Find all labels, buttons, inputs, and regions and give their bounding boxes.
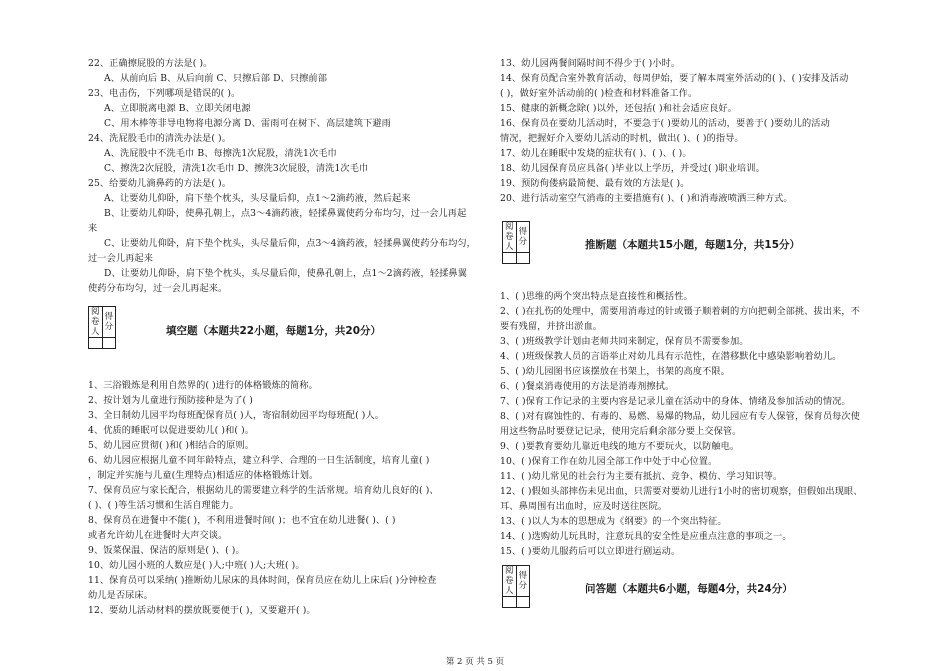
fill-7-cont: ( )、( )等生活习惯和生活自理能力。 [88,500,239,511]
question-25: 25、给要幼儿滴鼻药的方法是( )。 [88,178,232,189]
fill-3: 3、全日制幼儿园平均每班配保育员( )人，寄宿制幼园平均每班配( )人。 [88,410,385,421]
question-24-options-cd: C、擦洗2次屁股，清洗1次毛巾 D、擦洗3次屁股，清洗1次毛巾 [104,163,369,174]
judge-6: 6、( )餐桌消毒使用的方法是消毒剂擦拭。 [500,381,675,392]
question-23-options-cd: C、用木棒等非导电物将电源分离 D、雷雨可在树下、高层建筑下避雨 [104,118,391,129]
judge-14: 14、( )选购幼儿玩具时，注意玩具的安全性是应重点注意的事项之一。 [500,531,792,542]
judge-1: 1、( )思维的两个突出特点是直接性和概括性。 [500,291,693,302]
question-22: 22、正确擦屁股的方法是( )。 [88,58,213,69]
fill-14: 14、保育员配合室外教育活动，每周伊始，要了解本周室外活动的( )、( )安排及活动 [500,73,849,84]
question-24-options-ab: A、洗屁股中不洗毛巾 B、每擦洗1次屁股，清洗1次毛巾 [104,148,337,159]
fill-11-cont: 幼儿是否尿床。 [88,590,154,601]
fill-15: 15、健康的新概念除( )以外，还包括( )和社会适应良好。 [500,103,737,114]
page-footer: 第 2 页 共 5 页 [445,657,505,667]
fill-8: 8、保育员在进餐中不能( )，不利用进餐时间( )；也不宜在幼儿进餐( )、( ) [88,515,396,526]
question-23: 23、电击伤，下列哪项是错误的( )。 [88,88,241,99]
fill-1: 1、三浴锻炼是利用自然界的( )进行的体格锻炼的简称。 [88,380,318,391]
judge-2: 2、( )在扎伤的处理中，需要用消毒过的针或镊子顺着刺的方向把刺全部挑、拔出来，不 [500,306,860,317]
question-22-options: A、从前向后 B、从后向前 C、只擦后部 D、只擦前部 [104,73,327,84]
fill-2: 2、按计划为儿童进行预防接种是为了( ) [88,395,253,406]
question-25-option-a: A、让要幼儿仰卧，肩下垫个枕头，头尽量后仰，点1～2滴药液，然后起来 [104,193,411,204]
score-label: 得分 [516,566,530,597]
score-box-judge [502,221,530,264]
judge-4: 4、( )班级保教人员的言语举止对幼儿具有示范性，在潜移默化中感染影响着幼儿。 [500,351,842,362]
reviewer-cell [503,597,517,608]
score-cell [516,597,530,608]
judge-12-cont: 耳、鼻周围有出血时，应及时送往医院。 [500,501,668,512]
question-25-option-d-cont: 使药分布均匀，过一会儿再起来。 [88,283,228,294]
fill-10: 10、幼儿园小班的人数应是( )人;中班( )人;大班( )。 [88,560,305,571]
question-23-options-ab: A、立即脱离电源 B、立即关闭电源 [104,103,251,114]
question-25-option-c: C、让要幼儿仰卧，肩下垫个枕头，头尽量后仰，点3～4滴药液，轻揉鼻翼使药分布均匀， [104,238,476,249]
score-label: 得分 [516,222,530,253]
fill-11: 11、保育员可以采纳( )推断幼儿尿床的具体时间，保育员应在幼儿上床后( )分钟检查 [88,575,437,586]
fill-14-cont: ( )，做好室外活动前的( )检查和材料准备工作。 [500,88,698,99]
question-24: 24、洗屁股毛巾的清洗办法是( )。 [88,133,232,144]
fill-4: 4、优质的睡眠可以促进要幼儿( )和( )。 [88,425,255,436]
fill-16: 16、保育员在要幼儿活动时，不要急于( )要幼儿的活动，要善于( )要幼儿的活动 [500,118,830,129]
reviewer-label: 阅卷人 [503,222,517,253]
fill-13: 13、幼儿园两餐间隔时间不得少于( )小时。 [500,58,681,69]
judge-12: 12、( )假如头部摔伤未见出血，只需要对要幼儿进行1小时的密切观察，但假如出现眼、 [500,486,863,497]
judge-13: 13、( )以人为本的思想成为《纲要》的一个突出特征。 [500,516,727,527]
fill-7: 7、保育员应与家长配合，根据幼儿的需要建立科学的生活常规。培育幼儿良好的( )、 [88,485,439,496]
fill-8-cont: 或者允许幼儿在进餐时大声交谈。 [88,530,228,541]
fill-17: 17、幼儿在睡眠中发烧的症状有( )、( )、( )。 [500,148,692,159]
section-title-judge: 推断题（本题共15小题，每题1分，共15分） [585,239,801,251]
reviewer-label: 阅卷人 [503,566,517,597]
judge-8: 8、( )对有腐蚀性的、有毒的、易燃、易爆的物品，幼儿园应有专人保管，保育员每次使 [500,411,860,422]
score-label: 得分 [102,307,116,338]
judge-8-cont: 用这些物品时要登记记录，使用完后剩余部分要上交保管。 [500,426,742,437]
judge-2-cont: 要有残留，并挤出淤血。 [500,321,603,332]
score-box-fill [88,306,116,349]
fill-16-cont: 情况，把握好介入要幼儿活动的时机，做出( )、( )的指导。 [500,133,744,144]
fill-6: 6、幼儿园应根据儿童不同年龄特点，建立科学、合理的一日生活制度，培育儿童( ) [88,455,430,466]
judge-3: 3、( )班级教学计划由老师共同来制定，保育员不需要参加。 [500,336,749,347]
judge-15: 15、( )要幼儿服药后可以立即进行剧运动。 [500,546,681,557]
judge-5: 5、( )幼儿园图书应该摆放在书架上，书架的高度不限。 [500,366,730,377]
score-cell [516,253,530,264]
question-25-option-b: B、让要幼儿仰卧，使鼻孔朝上，点3～4滴药液，轻揉鼻翼使药分布均匀，过一会儿再起 [104,208,467,219]
question-25-option-b-cont: 来 [88,223,98,234]
reviewer-cell [89,338,103,349]
reviewer-cell [503,253,517,264]
reviewer-label: 阅卷人 [89,307,103,338]
fill-5: 5、幼儿园应贯彻( )和( )相结合的原则。 [88,440,255,451]
fill-6-cont: ，制定并实施与儿童(生理特点)相适应的体格锻炼计划。 [88,470,319,481]
judge-11: 11、( )幼儿常见的社会行为主要有抵抗、竞争、模仿、学习知识等。 [500,471,783,482]
score-box-qa [502,565,530,608]
judge-9: 9、( )要教育要幼儿靠近电线的地方不要玩火，以防触电。 [500,441,740,452]
question-25-option-c-cont: 过一会儿再起来 [88,253,154,264]
fill-12: 12、要幼儿活动材料的摆放既要便于( )，又要避开( )。 [88,605,316,616]
section-title-qa: 问答题（本题共6小题，每题4分，共24分） [585,583,793,595]
fill-19: 19、预防佝偻病最简便、最有效的方法是( )。 [500,178,690,189]
fill-9: 9、饭菜保温、保洁的原则是( )、( )。 [88,545,245,556]
question-25-option-d: D、让要幼儿仰卧，肩下垫个枕头，头尽量后仰，使鼻孔朝上，点1～2滴药液，轻揉鼻翼 [104,268,467,279]
fill-18: 18、幼儿园保育员应具备( )毕业以上学历，并受过( )职业培训。 [500,163,765,174]
score-cell [102,338,116,349]
section-title-fill: 填空题（本题共22小题，每题1分，共20分） [166,325,382,337]
judge-7: 7、( )保育工作记录的主要内容是记录儿童在活动中的身体、情绪及参加活动的情况。 [500,396,851,407]
judge-10: 10、( )保育工作在幼儿园全部工作中处于中心位置。 [500,456,718,467]
fill-20: 20、进行活动室空气消毒的主要措施有( )、( )和消毒液喷洒三种方式。 [500,193,793,204]
